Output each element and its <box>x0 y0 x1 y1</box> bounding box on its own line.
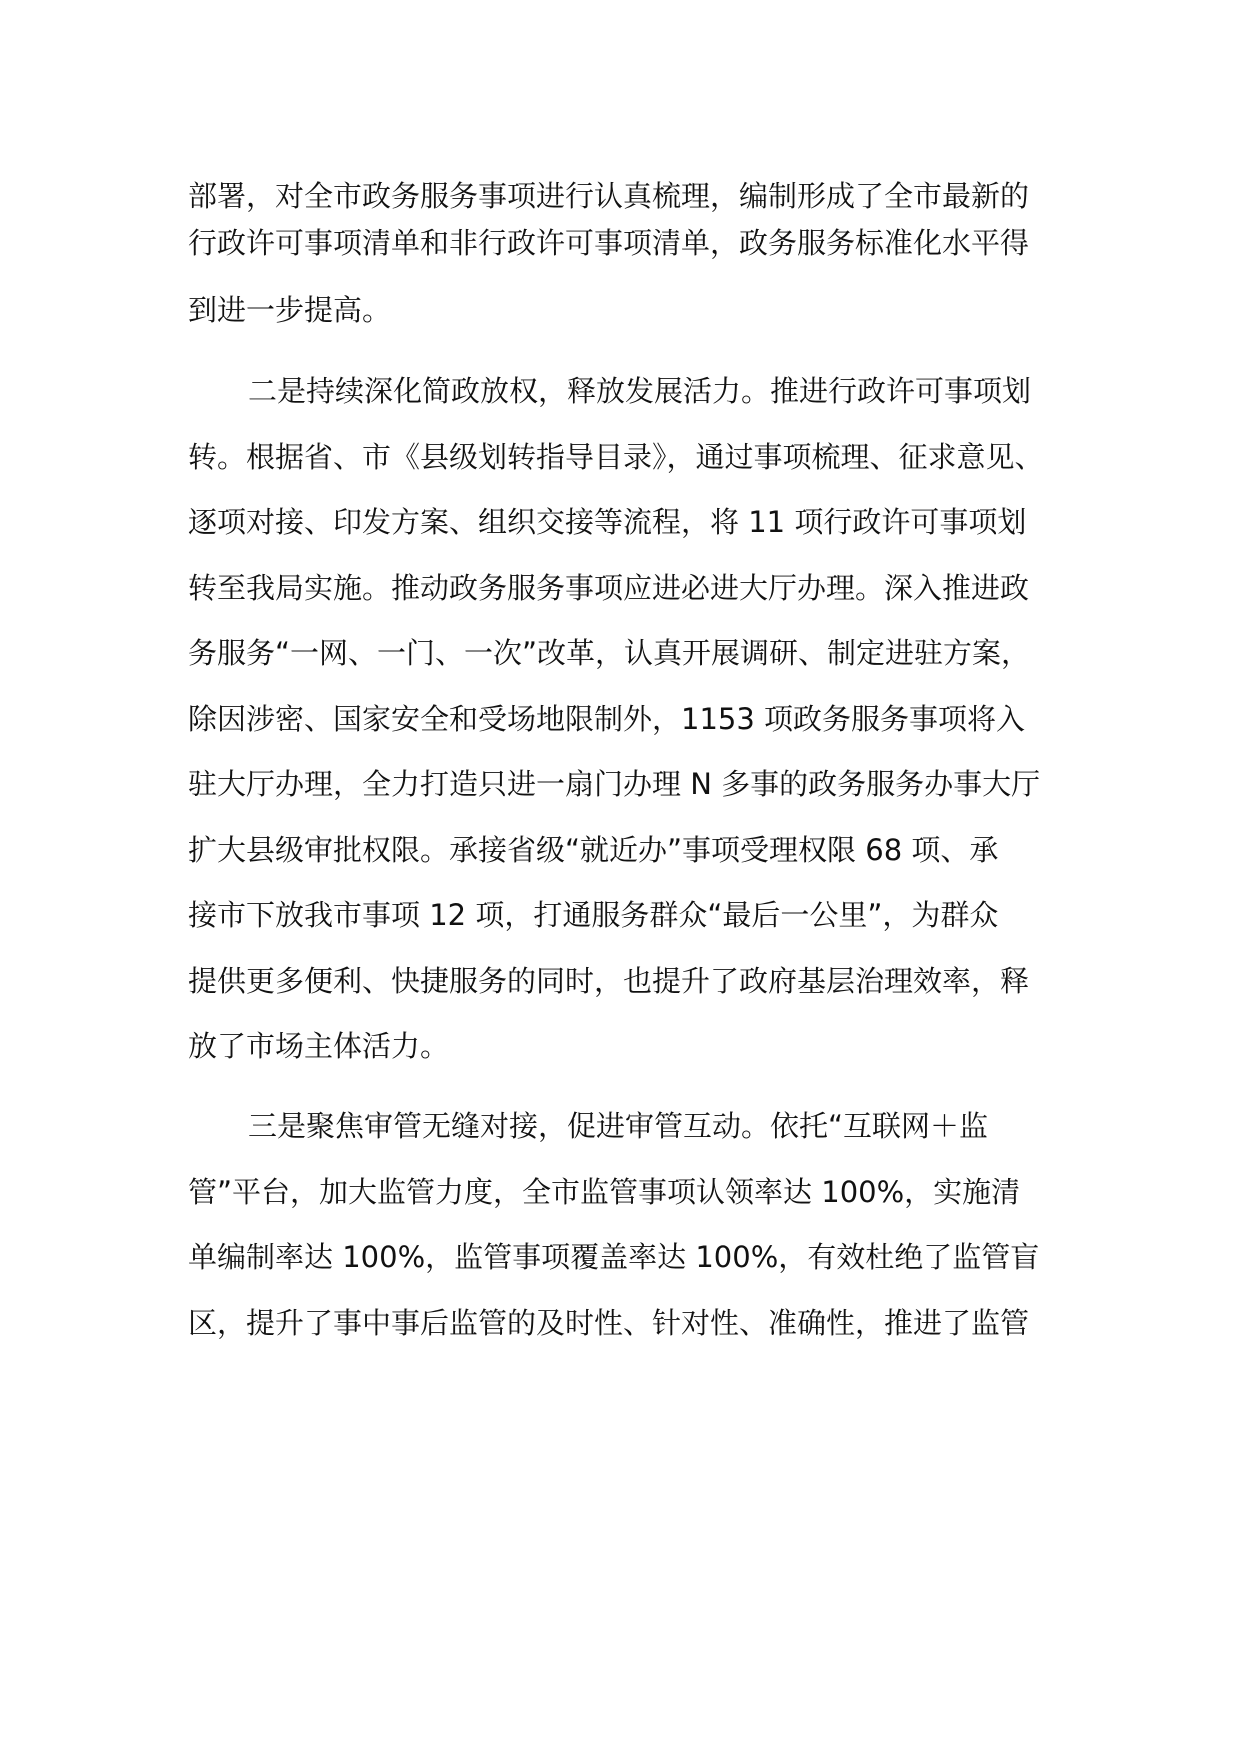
paragraph-2-line-4: 转至我局实施。推动政务服务事项应进必进大厅办理。深入推进政 <box>188 571 1030 605</box>
paragraph-1-line-1: 部署，对全市政务服务事项进行认真梳理，编制形成了全市最新的 <box>188 179 1030 213</box>
paragraph-1-line-2: 行政许可事项清单和非行政许可事项清单，政务服务标准化水平得 <box>188 226 1030 260</box>
paragraph-3-line-3: 单编制率达 100%，监管事项覆盖率达 100%，有效杜绝了监管盲 <box>188 1240 1040 1274</box>
paragraph-2-line-11: 放了市场主体活力。 <box>188 1029 450 1063</box>
paragraph-3-line-2: 管”平台，加大监管力度，全市监管事项认领率达 100%，实施清 <box>188 1175 1021 1209</box>
paragraph-2-line-7: 驻大厅办理，全力打造只进一扇门办理 N 多事的政务服务办事大厅 <box>188 767 1041 801</box>
paragraph-3-line-4: 区，提升了事中事后监管的及时性、针对性、准确性，推进了监管 <box>188 1306 1030 1340</box>
paragraph-2-line-3: 逐项对接、印发方案、组织交接等流程，将 11 项行政许可事项划 <box>188 505 1027 539</box>
paragraph-2-line-5: 务服务“一网、一门、一次”改革，认真开展调研、制定进驻方案， <box>188 636 1031 670</box>
paragraph-2-line-6: 除因涉密、国家安全和受场地限制外，1153 项政务服务事项将入 <box>188 702 1026 736</box>
paragraph-1-line-3: 到进一步提高。 <box>188 293 392 327</box>
paragraph-2-line-10: 提供更多便利、快捷服务的同时，也提升了政府基层治理效率，释 <box>188 964 1030 998</box>
paragraph-2-line-2: 转。根据省、市《县级划转指导目录》，通过事项梳理、征求意见、 <box>188 440 1044 474</box>
paragraph-2-line-9: 接市下放我市事项 12 项，打通服务群众“最后一公里”，为群众 <box>188 898 999 932</box>
paragraph-3-line-1: 三是聚焦审管无缝对接，促进审管互动。依托“互联网＋监 <box>248 1109 989 1143</box>
paragraph-2-line-1: 二是持续深化简政放权，释放发展活力。推进行政许可事项划 <box>248 374 1032 408</box>
paragraph-2-line-8: 扩大县级审批权限。承接省级“就近办”事项受理权限 68 项、承 <box>188 833 999 867</box>
